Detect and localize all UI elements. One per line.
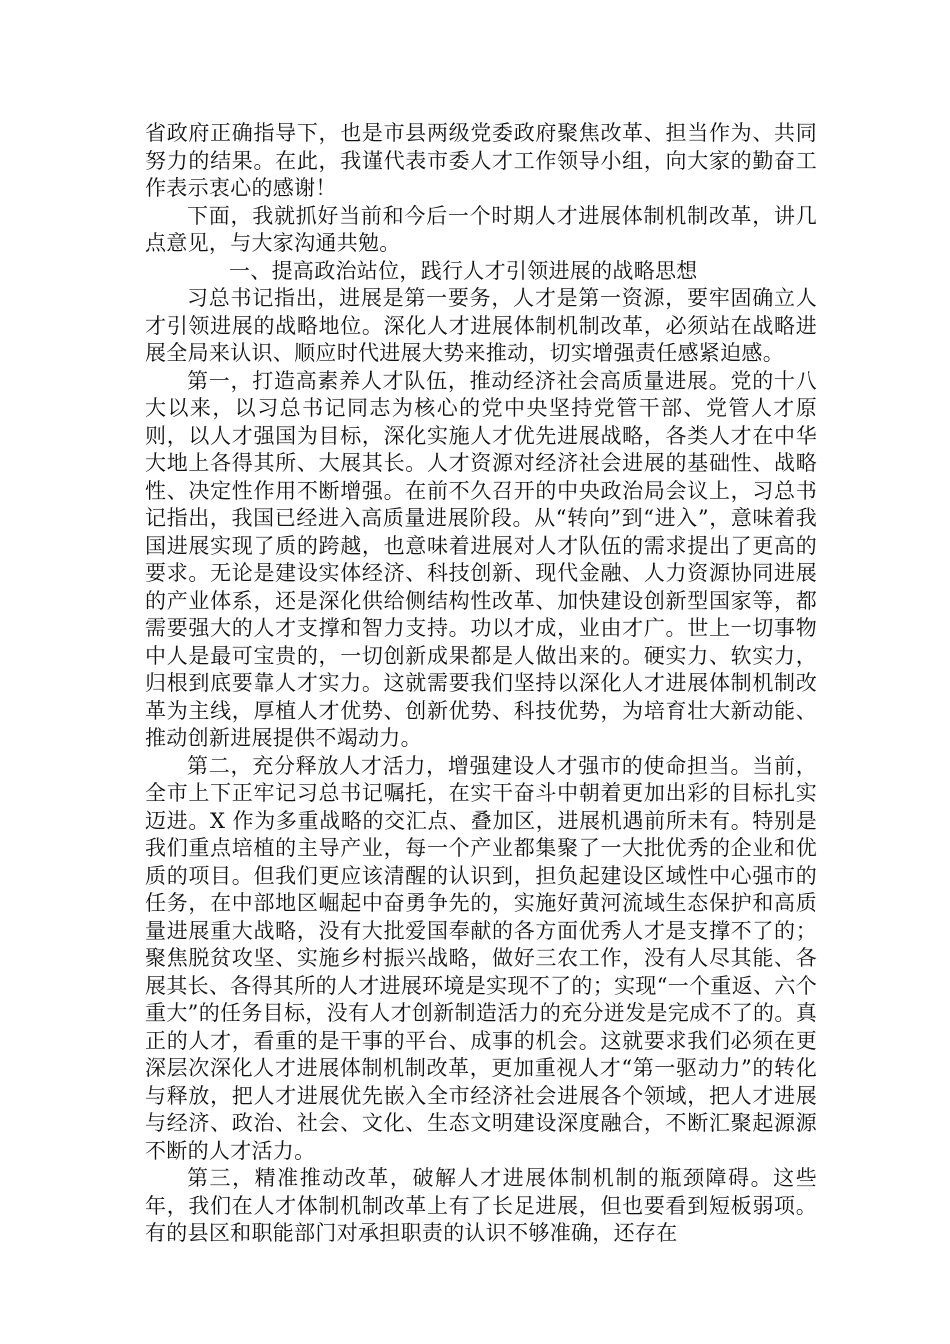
paragraph-continuation: 省政府正确指导下，也是市县两级党委政府聚焦改革、担当作为、共同努力的结果。在此，我谨代表市委人才工作领导小组，向大家的勤奋工作表示衷心的感谢！ — [145, 121, 817, 200]
paragraph-third-point: 第三，精准推动改革，破解人才进展体制机制的瓶颈障碍。这些年，我们在人才体制机制改革上有了长足进展，但也要看到短板弱项。有的县区和职能部门对承担职责的认识不够准确，还存在 — [145, 1166, 817, 1245]
paragraph-first-point: 第一，打造高素养人才队伍，推动经济社会高质量进展。党的十八大以来，以习总书记同志为核心的党中央坚持党管干部、党管人才原则，以人才强国为目标，深化实施人才优先进展战略，各类人才在中华大地上各得其所、大展其长。人才资源对经济社会进展的基础性、战略性、决定性作用不断增强。在前不久召开的中央政治局会议上，习总书记指出，我国已经进入高质量进展阶段。从“转向”到“进入”，意味着我国进展实现了质的跨越，也意味着进展对人才队伍的需求提出了更高的要求。无论是建设实体经济、科技创新、现代金融、人力资源协同进展的产业体系，还是深化供给侧结构性改革、加快建设创新型国家等，都需要强大的人才支撑和智力支持。功以才成，业由才广。世上一切事物中人是最可宝贵的，一切创新成果都是人做出来的。硬实力、软实力，归根到底要靠人才实力。这就需要我们坚持以深化人才进展体制机制改革为主线，厚植人才优势、创新优势、科技优势，为培育壮大新动能、推动创新进展提供不竭动力。 — [145, 368, 817, 750]
paragraph-second-point: 第二，充分释放人才活力，增强建设人才强市的使命担当。当前，全市上下正牢记习总书记嘱托，在实干奋斗中朝着更加出彩的目标扎实迈进。X 作为多重战略的交汇点、叠加区，进展机遇前所未有。特别是我们重点培植的主导产业，每一个产业都集聚了一大批优秀的企业和优质的项目。但我们更应该清醒的认识到，担负起建设区域性中心强市的任务，在中部地区崛起中奋勇争先的，实施好黄河流域生态保护和高质量进展重大战略，没有大批爱国奉献的各方面优秀人才是支撑不了的；聚焦脱贫攻坚、实施乡村振兴战略，做好三农工作，没有人尽其能、各展其长、各得其所的人才进展环境是实现不了的；实现“一个重返、六个重大”的任务目标，没有人才创新制造活力的充分迸发是完成不了的。真正的人才，看重的是干事的平台、成事的机会。这就要求我们必须在更深层次深化人才进展体制机制改革，更加重视人才“第一驱动力”的转化与释放，把人才进展优先嵌入全市经济社会进展各个领域，把人才进展与经济、政治、社会、文化、生态文明建设深度融合，不断汇聚起源源不断的人才活力。 — [145, 753, 817, 1163]
document-body — [145, 120, 817, 1248]
paragraph-xi-quote: 习总书记指出，进展是第一要务，人才是第一资源，要牢固确立人才引领进展的战略地位。深化人才进展体制机制改革，必须站在战略进展全局来认识、顺应时代进展大势来推动，切实增强责任感紧迫感。 — [145, 286, 817, 365]
paragraph-intro: 下面，我就抓好当前和今后一个时期人才进展体制机制改革，讲几点意见，与大家沟通共勉。 — [145, 203, 817, 255]
section-heading: 一、提高政治站位，践行人才引领进展的战略思想 — [229, 258, 698, 283]
